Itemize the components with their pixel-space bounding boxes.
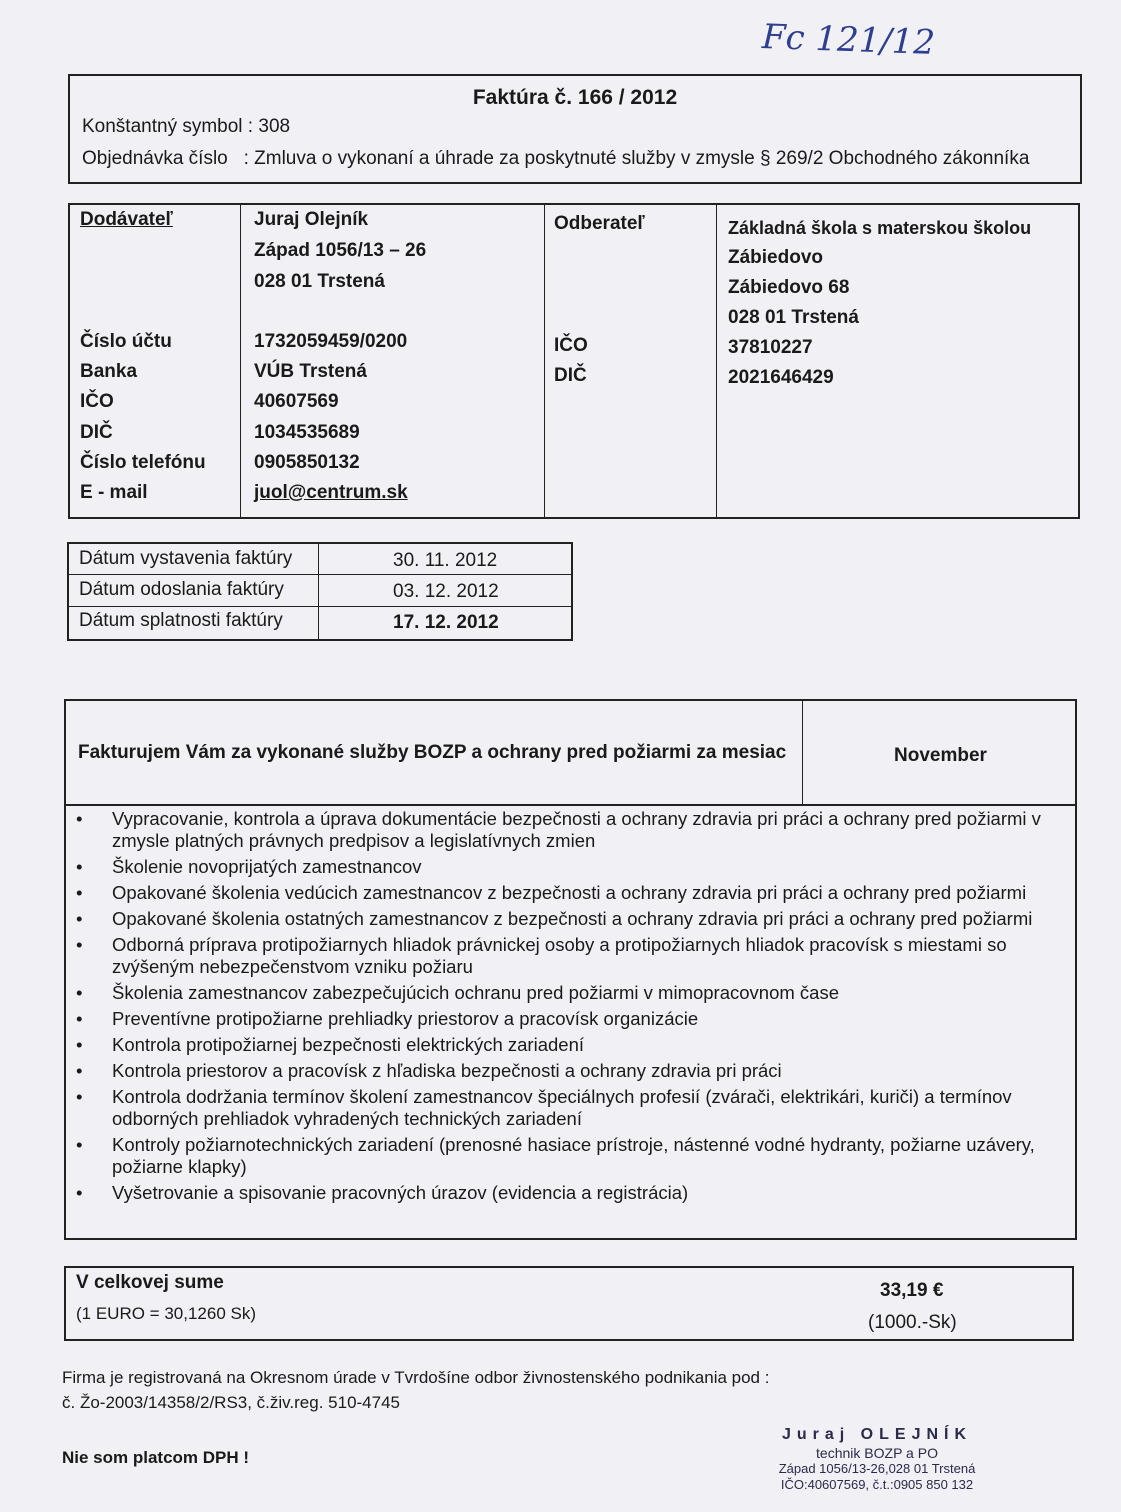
list-item: • Vyšetrovanie a spisovanie pracovných úrazov (evidencia a registrácia) [76,1182,689,1203]
list-item: • Preventívne protipožiarne prehliadky priestorov a pracovísk organizácie [76,1008,699,1029]
signature-stamp [746,1427,1008,1493]
list-item: • Školenia zamestnancov zabezpečujúcich ochranu pred požiarmi v mimopracovnom čase [76,982,840,1003]
customer-name: Základná škola s materskou školou [728,218,1032,238]
customer-name-line2: Zábiedovo [728,247,824,268]
constant-symbol-label: Konštantný symbol [82,116,243,137]
stamp-address: Západ 1056/13-26,028 01 Trstená [778,1461,976,1476]
supplier-field-value: 1732059459/0200 [254,331,408,352]
order-label: Objednávka číslo [82,148,228,169]
due-date-value: 17. 12. 2012 [393,612,499,633]
services-heading: Fakturujem Vám za vykonané služby BOZP a ochrany pred požiarmi za mesiac [78,742,787,763]
list-item: • Opakované školenia vedúcich zamestnancov z bezpečnosti a ochrany zdravia pri práci a ochrany pred požiarmi [76,882,1027,903]
list-item: • Školenie novoprijatých zamestnancov [76,856,422,877]
supplier-email-link[interactable]: juol@centrum.sk [254,482,408,503]
date-label: Dátum odoslania faktúry [79,579,284,600]
constant-symbol-row: Konštantný symbol : 308 [82,116,291,137]
list-item: • Odborná príprava protipožiarnych hliadok právnickej osoby a protipožiarnych hliadok pracovísk s miestami so zvýšeným nebezpečenstvom vzniku požiaru [76,934,1007,977]
date-label: Dátum vystavenia faktúry [79,548,293,569]
registration-line2: č. Žo-2003/14358/2/RS3, č.živ.reg. 510-4745 [62,1393,400,1412]
customer-field-value: 2021646429 [728,367,834,388]
list-item: • Kontrola protipožiarnej bezpečnosti elektrických zariadení [76,1034,585,1055]
supplier-heading: Dodávateľ [80,209,173,230]
date-value: 03. 12. 2012 [393,581,499,602]
date-value: 30. 11. 2012 [393,550,498,571]
supplier-city: 028 01 Trstená [254,271,385,292]
customer-field-label: IČO [554,335,588,356]
invoice-title: Faktúra č. 166 / 2012 [472,86,678,109]
supplier-field-value: VÚB Trstená [254,361,367,382]
list-item: • Kontrola dodržania termínov školení zamestnancov špeciálnych profesií (zvárači, elektrikári, kuriči) a termínov odborných prehliadok vyhradených technických zariadení [76,1086,1012,1129]
exchange-rate: (1 EURO = 30,1260 Sk) [76,1304,257,1323]
stamp-ids: IČO:40607569, č.t.:0905 850 132 [780,1477,974,1492]
invoice-header [68,74,1082,184]
supplier-field-value: 1034535689 [254,422,360,443]
list-item: • Kontrola priestorov a pracovísk z hľadiska bezpečnosti a ochrany zdravia pri práci [76,1060,782,1081]
supplier-field-value: 0905850132 [254,452,360,473]
supplier-field-label: Banka [80,361,138,382]
list-item: • Opakované školenia ostatných zamestnancov z bezpečnosti a ochrany zdravia pri práci a ochrany pred požiarmi [76,908,1033,929]
vat-note: Nie som platcom DPH ! [62,1448,250,1467]
supplier-name: Juraj Olejník [254,209,369,230]
supplier-field-label: Číslo telefónu [80,452,206,473]
registration-line1: Firma je registrovaná na Okresnom úrade v Tvrdošíne odbor živnostenského podnikania pod : [62,1368,770,1387]
customer-street: Zábiedovo 68 [728,277,850,298]
supplier-field-label: Číslo účtu [80,331,172,352]
supplier-field-label: E - mail [80,482,148,503]
total-label: V celkovej sume [76,1272,224,1293]
total-box [64,1266,1074,1341]
services-month: November [894,745,987,766]
order-value: Zmluva o vykonaní a úhrade za poskytnuté služby v zmysle § 269/2 Obchodného zákonníka [254,148,1030,169]
total-amount-sk: (1000.-Sk) [868,1312,957,1333]
stamp-role: technik BOZP a PO [816,1445,938,1461]
constant-symbol-value: 308 [258,116,291,137]
customer-field-label: DIČ [554,365,587,386]
supplier-street: Západ 1056/13 – 26 [254,240,427,261]
list-item: • Kontroly požiarnotechnických zariadení (prenosné hasiace prístroje, nástenné vodné hydranty, požiarne uzávery, požiarne klapky) [76,1134,1035,1177]
dates-table [67,542,573,641]
handwritten-note: Fc 121/12 [761,16,936,64]
parties-table [68,203,1080,519]
services-list [64,804,1077,1240]
customer-heading: Odberateľ [554,213,645,234]
list-item: • Vypracovanie, kontrola a úprava dokumentácie bezpečnosti a ochrany zdravia pri práci a ochrany pred požiarmi v zmysle platných právnych predpisov a legislatívnych zmien [76,808,1041,851]
supplier-field-value: 40607569 [254,391,339,412]
services-header [64,699,1077,806]
customer-city: 028 01 Trstená [728,307,859,328]
order-row: Objednávka číslo : Zmluva o vykonaní a úhrade za poskytnuté služby v zmysle § 269/2 Obchodného zákonníka [82,148,1030,169]
stamp-name: Juraj OLEJNÍK [781,1426,973,1443]
customer-field-value: 37810227 [728,337,813,358]
date-label: Dátum splatnosti faktúry [79,610,283,631]
supplier-field-label: DIČ [80,422,113,443]
supplier-field-label: IČO [80,391,114,412]
total-amount: 33,19 € [880,1280,944,1301]
